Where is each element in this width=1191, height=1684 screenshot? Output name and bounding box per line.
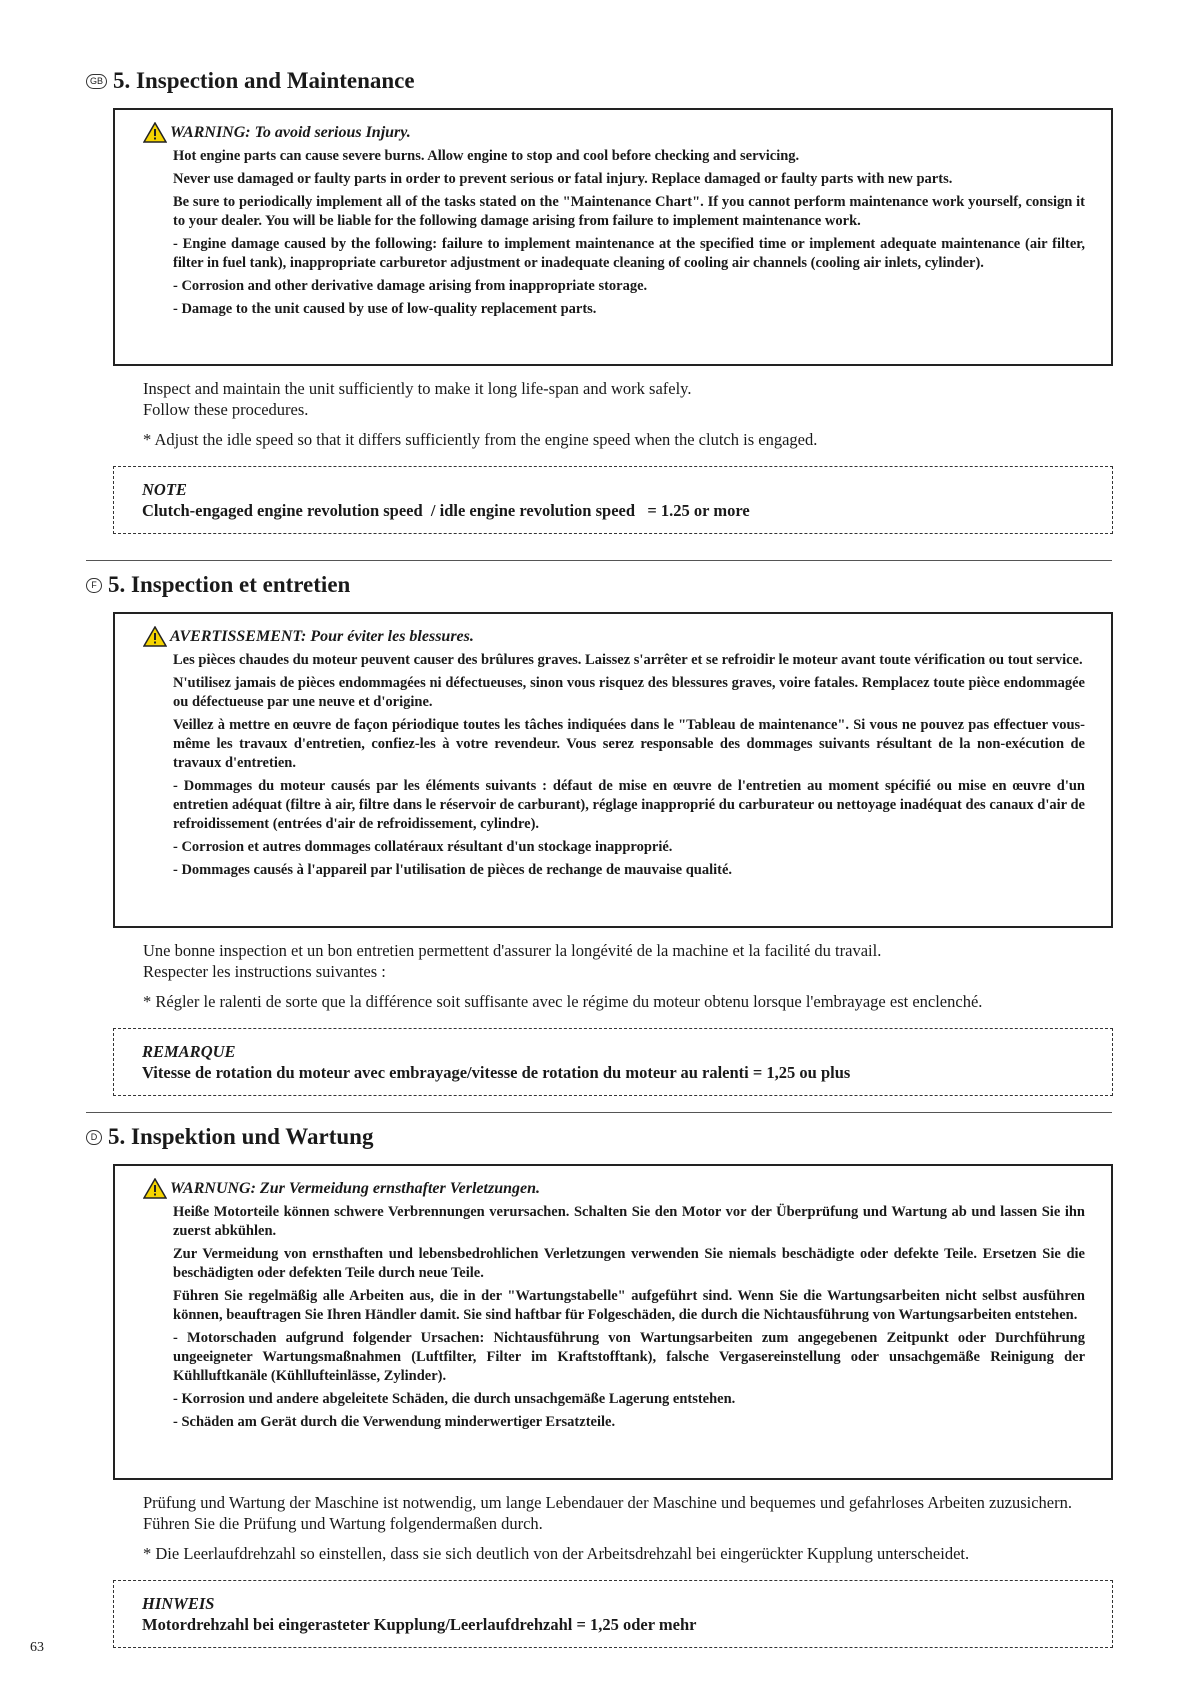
note-box <box>113 1028 1113 1096</box>
section-heading <box>86 66 1112 96</box>
warning-title: WARNING: To avoid serious Injury. <box>170 123 411 141</box>
warning-triangle-icon <box>143 1178 167 1199</box>
warning-paragraph: - Engine damage caused by the following: failure to implement maintenance at the specified time or implement adequate maintenance (air filter, filter in fuel tank), inappropriate carburetor adjustment or inadequate cleaning of cooling air channels (cooling air inlets, cylinder). <box>173 236 1085 271</box>
warning-title-row <box>143 1178 1085 1199</box>
warning-paragraph: N'utilisez jamais de pièces endommagées ni défectueuses, sinon vous risquez des blessures graves, voire fatales. Remplacez toute pièce endommagée ou défectueuse par une neuve et d'origine. <box>173 675 1085 710</box>
warning-box <box>113 1164 1113 1480</box>
warning-paragraph: Be sure to periodically implement all of the tasks stated on the "Maintenance Chart". If you cannot perform maintenance work yourself, consign it to your dealer. You will be liable for the following damage arising from failure to implement maintenance work. <box>173 194 1085 229</box>
note-text: Vitesse de rotation du moteur avec embrayage/vitesse de rotation du moteur au ralenti = 1,25 ou plus <box>142 1063 851 1082</box>
warning-box <box>113 108 1113 366</box>
note-box <box>113 466 1113 534</box>
warning-paragraph: Veillez à mettre en œuvre de façon périodique toutes les tâches indiquées dans le "Tableau de maintenance". Si vous ne pouvez pas effectuer vous-même les travaux d'entretien, confiez-les à votre revendeur. Vous serez responsable des dommages suivants résultant de la non-exécution de travaux d'entretien. <box>173 717 1085 771</box>
note-box <box>113 1580 1113 1648</box>
warning-paragraph: - Schäden am Gerät durch die Verwendung minderwertiger Ersatzteile. <box>173 1414 616 1430</box>
note-label: NOTE <box>142 480 187 499</box>
note-text: Motordrehzahl bei eingerasteter Kupplung/Leerlaufdrehzahl = 1,25 oder mehr <box>142 1615 697 1634</box>
warning-triangle-icon <box>143 122 167 143</box>
idle-adjust-text: * Adjust the idle speed so that it differs sufficiently from the engine speed when the clutch is engaged. <box>143 430 818 449</box>
language-badge: D <box>86 1130 102 1145</box>
note-label: HINWEIS <box>142 1594 215 1613</box>
section-english <box>86 66 1112 520</box>
intro-text: Une bonne inspection et un bon entretien permettent d'assurer la longévité de la machine et la facilité du travail. <box>143 941 882 960</box>
language-badge: F <box>86 578 102 593</box>
warning-title-row <box>143 626 1085 647</box>
warning-paragraph: Heiße Motorteile können schwere Verbrennungen verursachen. Schalten Sie den Motor vor der Überprüfung und Wartung ab und lassen Sie ihn zuerst abkühlen. <box>173 1204 1085 1239</box>
section-title: 5. Inspection and Maintenance <box>113 68 415 93</box>
intro-text: Prüfung und Wartung der Maschine ist notwendig, um lange Lebendauer der Maschine und bequemes und gefahrloses Arbeiten zuzusichern. Führen Sie die Prüfung und Wartung folgendermaßen durch. <box>143 1493 1072 1533</box>
warning-paragraph: - Damage to the unit caused by use of low-quality replacement parts. <box>173 301 597 317</box>
language-badge: GB <box>86 74 107 89</box>
section-heading <box>86 1122 1112 1152</box>
section-divider <box>86 1112 1112 1113</box>
section-divider <box>86 560 1112 561</box>
intro-text-2: Respecter les instructions suivantes : <box>143 962 386 981</box>
section-french <box>86 570 1112 1082</box>
note-text: Clutch-engaged engine revolution speed / idle engine revolution speed = 1.25 or more <box>142 501 750 520</box>
warning-title-row <box>143 122 1085 143</box>
warning-title: AVERTISSEMENT: Pour éviter les blessures. <box>170 627 474 645</box>
note-label: REMARQUE <box>142 1042 236 1061</box>
section-heading <box>86 570 1112 600</box>
warning-title: WARNUNG: Zur Vermeidung ernsthafter Verletzungen. <box>170 1179 540 1197</box>
section-german <box>86 1122 1112 1634</box>
warning-paragraph: - Korrosion und andere abgeleitete Schäden, die durch unsachgemäße Lagerung entstehen. <box>173 1391 736 1407</box>
idle-adjust-text: * Régler le ralenti de sorte que la différence soit suffisante avec le régime du moteur obtenu lorsque l'embrayage est enclenché. <box>143 992 983 1011</box>
section-title: 5. Inspection et entretien <box>108 572 351 597</box>
warning-paragraph: Never use damaged or faulty parts in order to prevent serious or fatal injury. Replace damaged or faulty parts with new parts. <box>173 171 953 187</box>
warning-paragraph: Führen Sie regelmäßig alle Arbeiten aus, die in der "Wartungstabelle" aufgeführt sind. Wenn Sie die Wartungsarbeiten nicht selbst ausführen können, beauftragen Sie Ihren Händler damit. Sie sind haftbar für Folgeschäden, die durch die Nichtausführung von Wartungsarbeiten entstehen. <box>173 1288 1085 1323</box>
page-number: 63 <box>30 1640 44 1655</box>
intro-text: Inspect and maintain the unit sufficiently to make it long life-span and work safely. <box>143 379 692 398</box>
warning-paragraph: - Corrosion et autres dommages collatéraux résultant d'un stockage inapproprié. <box>173 839 673 855</box>
warning-paragraph: - Dommages causés à l'appareil par l'utilisation de pièces de rechange de mauvaise qualité. <box>173 862 733 878</box>
warning-triangle-icon <box>143 626 167 647</box>
idle-adjust-text: * Die Leerlaufdrehzahl so einstellen, dass sie sich deutlich von der Arbeitsdrehzahl bei eingerückter Kupplung unterscheidet. <box>143 1544 970 1563</box>
section-title: 5. Inspektion und Wartung <box>108 1124 374 1149</box>
warning-paragraph: Les pièces chaudes du moteur peuvent causer des brûlures graves. Laissez s'arrêter et se refroidir le moteur avant toute vérification ou tout service. <box>173 652 1083 668</box>
intro-text-2: Follow these procedures. <box>143 400 309 419</box>
warning-paragraph: - Motorschaden aufgrund folgender Ursachen: Nichtausführung von Wartungsarbeiten zum angegebenen Zeitpunkt oder Durchführung ungeeigneter Wartungsmaßnahmen (Luftfilter, Filter im Kraftstofftank), falsche Vergasereinstellung oder unsachgemäße Reinigung der Kühlluftkanäle (Kühllufteinlässe, Zylinder). <box>173 1330 1085 1384</box>
warning-paragraph: Zur Vermeidung von ernsthaften und lebensbedrohlichen Verletzungen verwenden Sie niemals beschädigte oder defekte Teile. Ersetzen Sie die beschädigten oder defekten Teile durch neue Teile. <box>173 1246 1085 1281</box>
warning-paragraph: - Corrosion and other derivative damage arising from inappropriate storage. <box>173 278 648 294</box>
warning-box <box>113 612 1113 928</box>
warning-paragraph: - Dommages du moteur causés par les éléments suivants : défaut de mise en œuvre de l'entretien au moment spécifié ou mise en œuvre d'un entretien adéquat (filtre à air, filtre dans le réservoir de carburant), réglage inapproprié du carburateur ou nettoyage inadéquat des canaux d'air de refroidissement (entrées d'air de refroidissement, cylindre). <box>173 778 1085 832</box>
warning-paragraph: Hot engine parts can cause severe burns. Allow engine to stop and cool before checking and servicing. <box>173 148 800 164</box>
